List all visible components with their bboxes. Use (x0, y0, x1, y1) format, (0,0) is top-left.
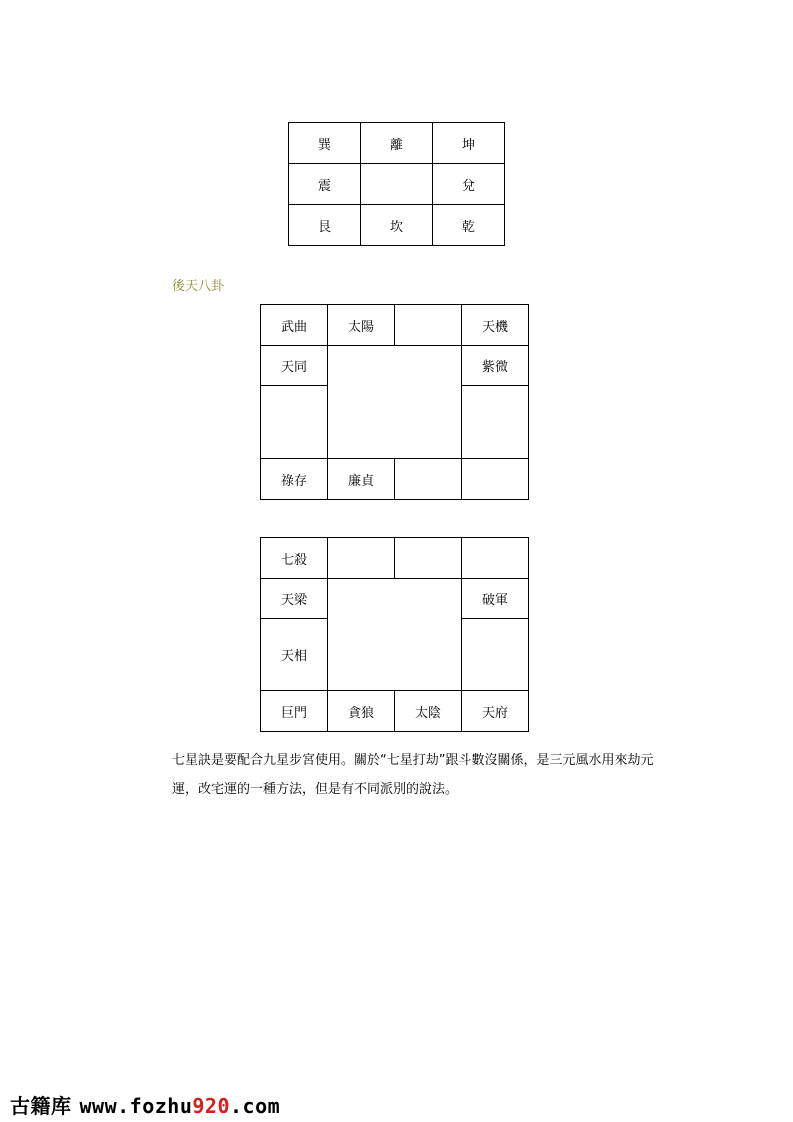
palace-cell (462, 459, 529, 500)
bagua-cell: 離 (361, 123, 433, 164)
palace-cell: 貪狼 (328, 691, 395, 732)
bagua-cell (361, 164, 433, 205)
palace-cell: 太陽 (328, 305, 395, 346)
palace-cell: 紫微 (462, 346, 529, 386)
palace-cell (462, 386, 529, 459)
footer-url-number: 920 (192, 1094, 230, 1118)
footer-url-prefix: www.fozhu (79, 1094, 193, 1118)
palace-cell: 破軍 (462, 579, 529, 619)
palace-cell: 天府 (462, 691, 529, 732)
palace-cell: 祿存 (261, 459, 328, 500)
bagua-cell: 坎 (361, 205, 433, 246)
palace-cell: 巨門 (261, 691, 328, 732)
palace-center (328, 346, 462, 459)
footer-site-name: 古籍库 (10, 1094, 72, 1118)
footer-watermark (10, 1090, 280, 1119)
palace-cell (395, 305, 462, 346)
palace-chart-1 (260, 304, 529, 500)
palace-cell: 天機 (462, 305, 529, 346)
footer-url-suffix: .com (230, 1094, 281, 1118)
bagua-cell: 艮 (289, 205, 361, 246)
bagua-cell: 震 (289, 164, 361, 205)
palace-cell: 廉貞 (328, 459, 395, 500)
body-paragraph: 七星訣是要配合九星步宮使用。關於“七星打劫”跟斗數沒關係，是三元風水用來劫元運，改宅運的一種方法，但是有不同派別的說法。 (172, 753, 654, 797)
palace-cell (462, 538, 529, 579)
palace-cell: 太陰 (395, 691, 462, 732)
bagua-cell: 乾 (433, 205, 505, 246)
section-heading: 後天八卦 (172, 279, 225, 294)
bagua-grid (288, 122, 505, 246)
palace-center (328, 579, 462, 691)
palace-cell: 武曲 (261, 305, 328, 346)
palace-cell (462, 619, 529, 691)
palace-cell: 天同 (261, 346, 328, 386)
bagua-cell: 坤 (433, 123, 505, 164)
palace-cell (328, 538, 395, 579)
palace-cell (395, 538, 462, 579)
palace-cell (395, 459, 462, 500)
palace-cell: 七殺 (261, 538, 328, 579)
bagua-cell: 兌 (433, 164, 505, 205)
palace-chart-2 (260, 537, 529, 732)
palace-cell (261, 386, 328, 459)
palace-cell: 天梁 (261, 579, 328, 619)
bagua-cell: 巽 (289, 123, 361, 164)
palace-cell: 天相 (261, 619, 328, 691)
